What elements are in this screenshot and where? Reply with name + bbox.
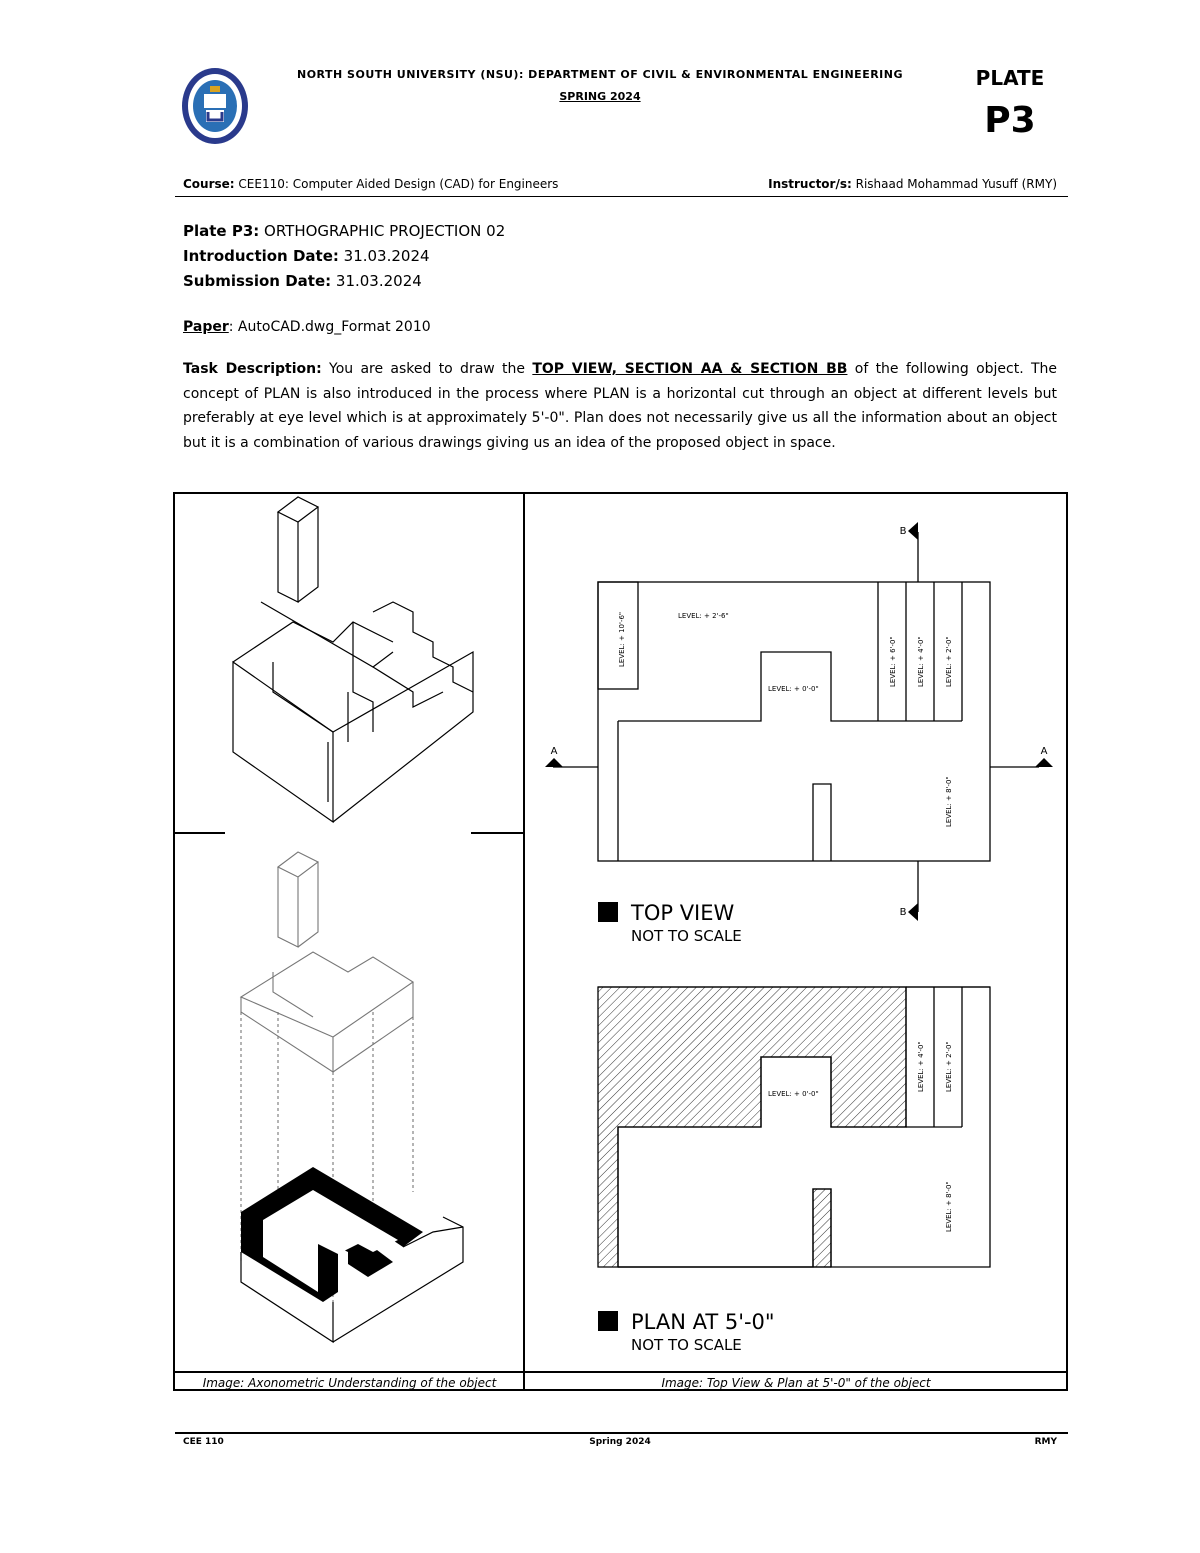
top-level-label-4: LEVEL: + 6'-0" [889,636,897,687]
course-value: CEE110: Computer Aided Design (CAD) for Engineers [238,177,559,191]
task-text-before: You are asked to draw the [329,361,526,377]
top-view-scale: NOT TO SCALE [631,927,742,945]
paper-line [183,319,431,335]
plan-level-label-1: LEVEL: + 0'-0" [768,1090,819,1098]
drawings-canvas [173,492,1068,1391]
section-a-right-label: A [1040,746,1048,757]
plate-label: PLATE [975,66,1045,90]
plan-title: PLAN AT 5'-0" [631,1310,775,1334]
top-view-drawing [550,532,1039,912]
top-level-label-6: LEVEL: + 2'-0" [945,636,953,687]
intro-date-value: 31.03.2024 [343,247,430,265]
axonometric-view-top [233,497,473,822]
footer-initials: RMY [1034,1437,1057,1447]
instructor-label: Instructor/s: [768,177,852,191]
task-label: Task Description: [183,361,322,377]
university-logo [180,66,250,146]
plate-code: P3 [984,100,1036,141]
intro-date-line [183,247,430,265]
top-level-label-1: LEVEL: + 10'-6" [618,611,626,667]
top-level-label-5: LEVEL: + 4'-0" [917,636,925,687]
section-b-top-label: B [899,526,907,537]
top-level-label-3: LEVEL: + 0'-0" [768,685,819,693]
plate-info-label: Plate P3: [183,222,260,240]
plate-info-line [183,222,505,240]
intro-date-label: Introduction Date: [183,247,339,265]
footer-term: Spring 2024 [589,1437,651,1447]
footer-rule [175,1432,1068,1434]
section-b-bottom-label: B [899,907,907,918]
section-a-left-label: A [550,746,558,757]
course-line [183,177,558,191]
submission-date-line [183,272,422,290]
course-label: Course: [183,177,235,191]
submission-date-value: 31.03.2024 [335,272,422,290]
paper-value: : AutoCAD.dwg_Format 2010 [228,319,431,335]
plan-level-label-3: LEVEL: + 2'-0" [945,1041,953,1092]
task-text-after: of the following object. The concept of PLAN is also introduced in the process where PLAN is a horizontal cut through an object at different levels but preferably at eye level which is at approximately 5'-0". Plan does not necessarily give us all the information about an object but it is a combination of various drawings giving us an idea of the proposed object in space. [183,361,1058,451]
submission-date-label: Submission Date: [183,272,332,290]
left-caption: Image: Axonometric Understanding of the object [202,1376,497,1390]
top-view-title-marker [598,902,618,922]
paper-label: Paper [183,319,229,335]
right-caption: Image: Top View & Plan at 5'-0" of the object [661,1376,931,1390]
instructor-line [768,177,1057,191]
plan-level-label-2: LEVEL: + 4'-0" [917,1041,925,1092]
top-level-label-7: LEVEL: + 8'-0" [945,776,953,827]
top-level-label-2: LEVEL: + 2'-6" [678,612,729,620]
institution-header: NORTH SOUTH UNIVERSITY (NSU): DEPARTMENT OF CIVIL & ENVIRONMENTAL ENGINEERING [296,68,903,81]
header-rule [175,196,1068,197]
plan-level-label-4: LEVEL: + 8'-0" [945,1181,953,1232]
axonometric-view-plan-cut [241,1167,463,1342]
plan-scale: NOT TO SCALE [631,1336,742,1354]
plan-drawing [598,987,990,1267]
instructor-value: Rishaad Mohammad Yusuff (RMY) [855,177,1057,191]
top-view-title: TOP VIEW [631,901,735,925]
task-description [183,357,1057,455]
plate-info-value: ORTHOGRAPHIC PROJECTION 02 [264,222,506,240]
footer-course: CEE 110 [183,1437,224,1447]
term-header: SPRING 2024 [559,90,641,103]
plan-title-marker [598,1311,618,1331]
task-highlight: TOP VIEW, SECTION AA & SECTION BB [532,361,848,377]
